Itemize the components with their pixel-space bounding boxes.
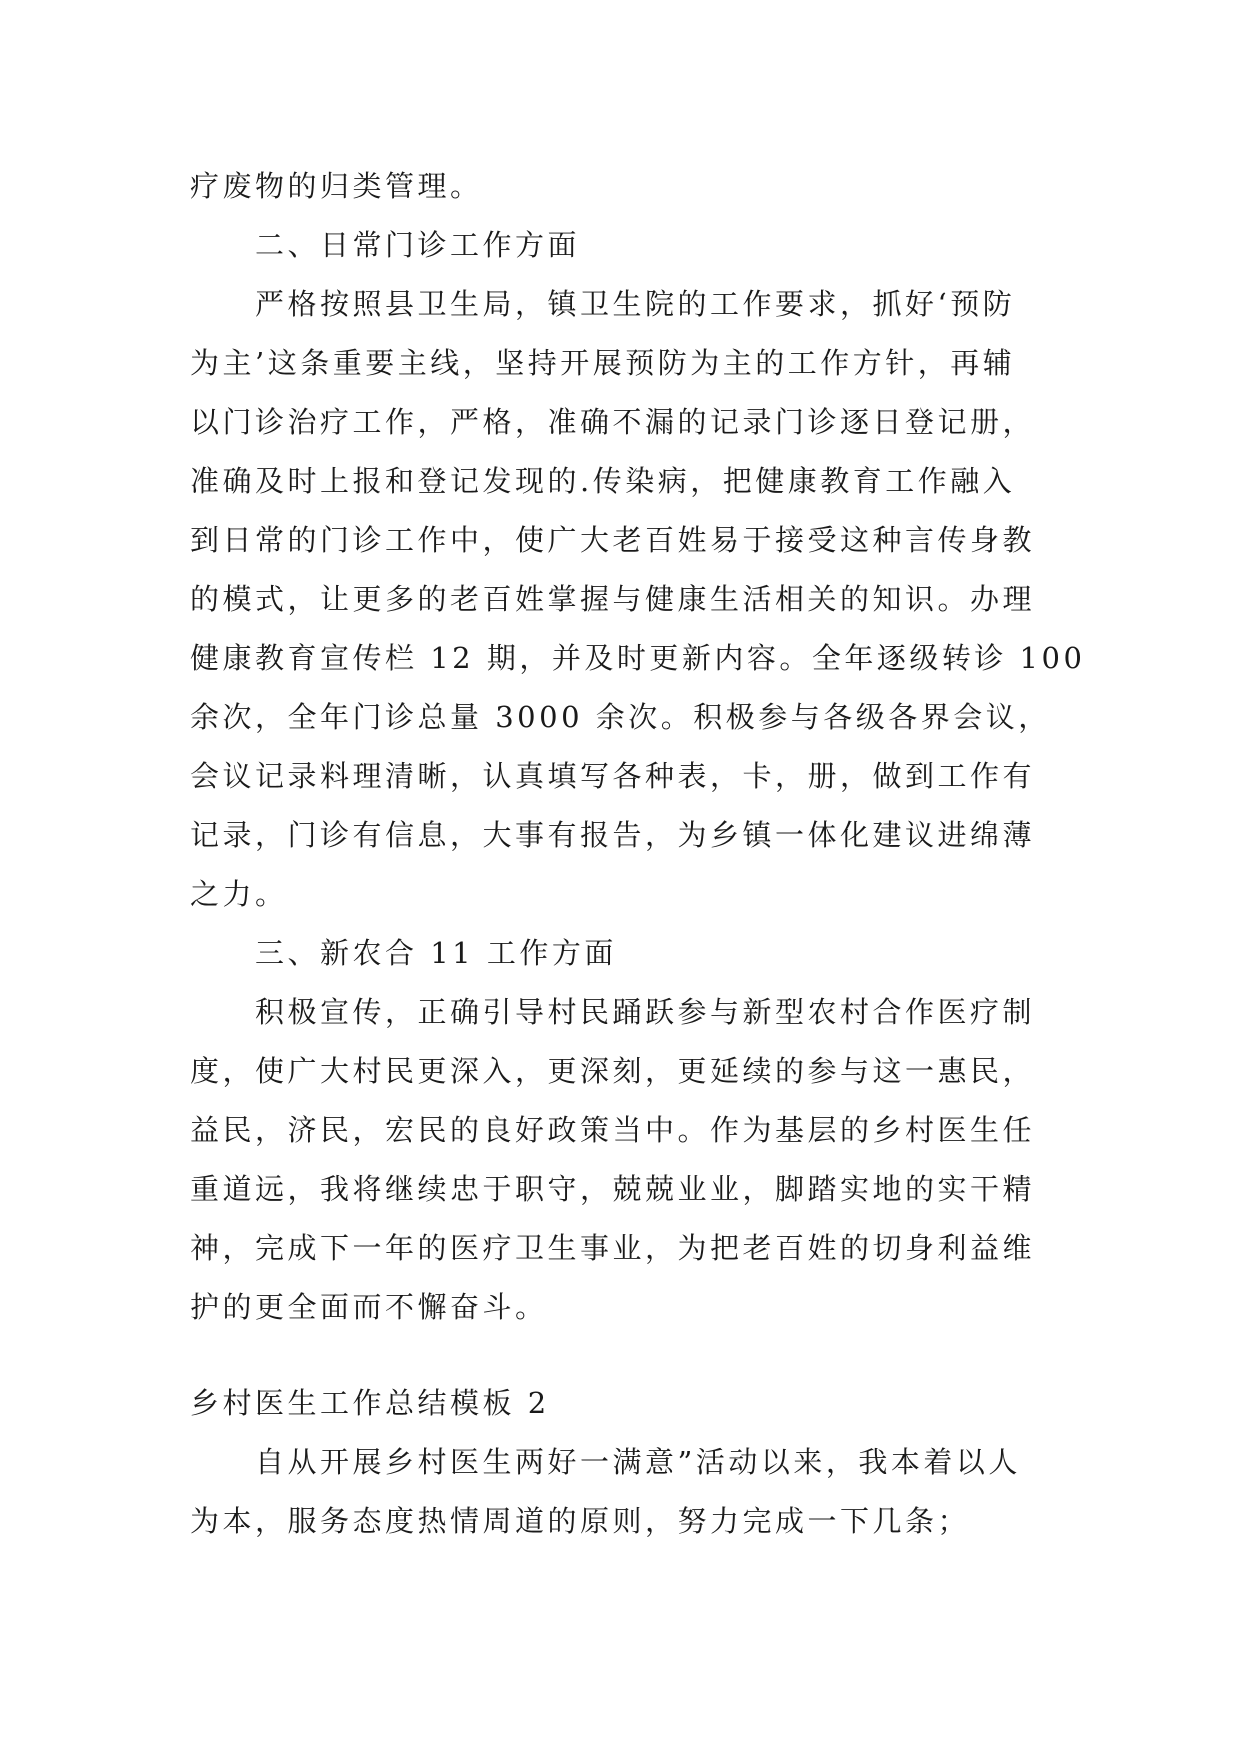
text-line: 益民，济民，宏民的良好政策当中。作为基层的乡村医生任: [190, 1113, 1036, 1147]
text-line: 神，完成下一年的医疗卫生事业，为把老百姓的切身利益维: [190, 1231, 1036, 1265]
text-line: 度，使广大村民更深入，更深刻，更延续的参与这一惠民，: [190, 1054, 1036, 1088]
section-heading: 二、日常门诊工作方面: [255, 228, 581, 262]
text-line: 余次，全年门诊总量 3000 余次。积极参与各级各界会议，: [190, 700, 1051, 734]
text-line: 到日常的门诊工作中，使广大老百姓易于接受这种言传身教: [190, 523, 1036, 557]
text-line: 为主’这条重要主线，坚持开展预防为主的工作方针，再辅: [190, 346, 1016, 380]
text-line: 以门诊治疗工作，严格，准确不漏的记录门诊逐日登记册，: [190, 405, 1036, 439]
text-line: 之力。: [190, 877, 288, 911]
text-line: 为本，服务态度热情周道的原则，努力完成一下几条；: [190, 1504, 971, 1538]
text-line: 疗废物的归类管理。: [190, 169, 483, 203]
text-line: 会议记录料理清晰，认真填写各种表，卡，册，做到工作有: [190, 759, 1036, 793]
document-title: 乡村医生工作总结模板 2: [190, 1386, 550, 1420]
section-body: [190, 157, 1086, 1337]
template-section: [190, 1374, 1060, 1551]
text-line: 积极宣传，正确引导村民踊跃参与新型农村合作医疗制: [255, 995, 1036, 1029]
text-line: 准确及时上报和登记发现的.传染病，把健康教育工作融入: [190, 464, 1016, 498]
text-line: 自从开展乡村医生两好一满意”活动以来，我本着以人: [255, 1445, 1021, 1479]
text-line: 的模式，让更多的老百姓掌握与健康生活相关的知识。办理: [190, 582, 1036, 616]
section-heading: 三、新农合 11 工作方面: [255, 936, 617, 970]
text-line: 重道远，我将继续忠于职守，兢兢业业，脚踏实地的实干精: [190, 1172, 1036, 1206]
text-line: 严格按照县卫生局，镇卫生院的工作要求，抓好‘预防: [255, 287, 1016, 321]
text-line: 健康教育宣传栏 12 期，并及时更新内容。全年逐级转诊 100: [190, 641, 1086, 675]
text-line: 记录，门诊有信息，大事有报告，为乡镇一体化建议进绵薄: [190, 818, 1036, 852]
text-line: 护的更全面而不懈奋斗。: [190, 1290, 548, 1324]
